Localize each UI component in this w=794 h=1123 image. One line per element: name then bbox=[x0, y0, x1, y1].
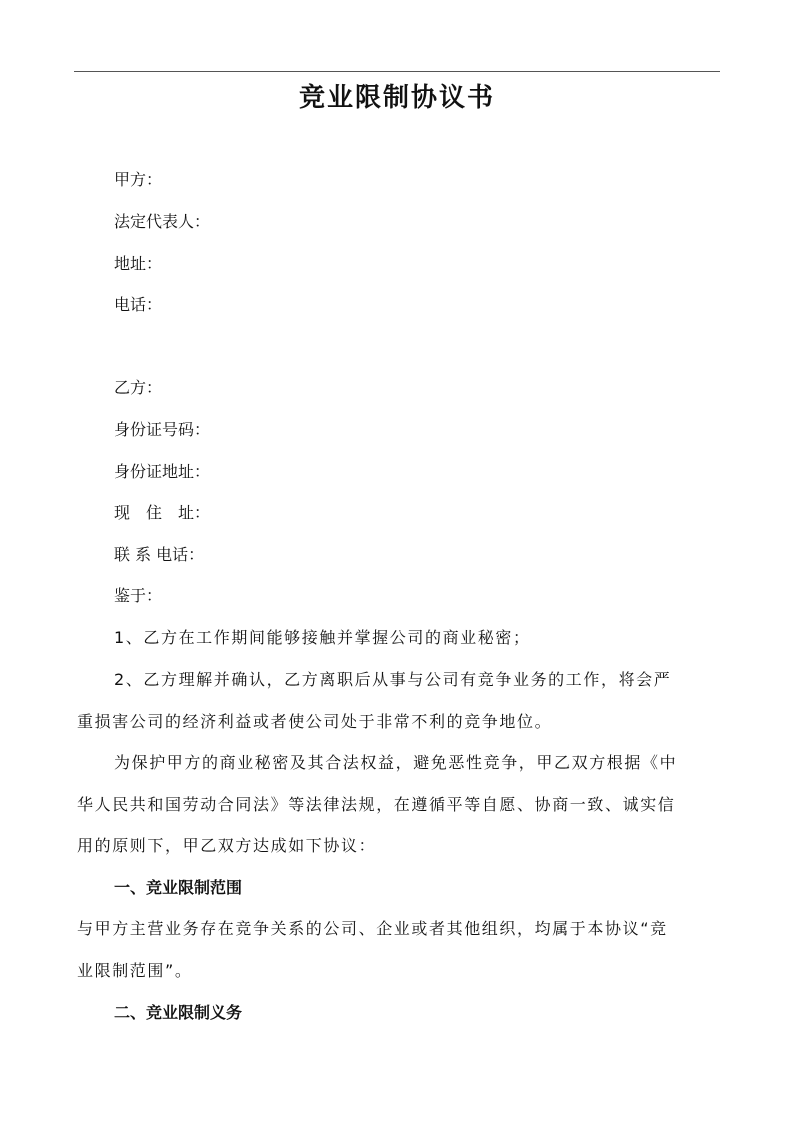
purpose-line-1: 为保护甲方的商业秘密及其合法权益，避免恶性竞争，甲乙双方根据《中 bbox=[114, 753, 678, 772]
party-a-phone-label: 电话： bbox=[114, 295, 163, 314]
header-rule bbox=[74, 71, 720, 72]
purpose-line-2: 华人民共和国劳动合同法》等法律法规，在遵循平等自愿、协商一致、诚实信 bbox=[77, 795, 676, 814]
legal-representative-label: 法定代表人： bbox=[114, 212, 211, 231]
party-a-address-label: 地址： bbox=[114, 254, 163, 273]
section-1-heading: 一、竞业限制范围 bbox=[114, 878, 243, 897]
id-address-label: 身份证地址： bbox=[114, 462, 211, 481]
section-1-line-1: 与甲方主营业务存在竞争关系的公司、企业或者其他组织，均属于本协议“竞 bbox=[77, 919, 668, 938]
whereas-label: 鉴于： bbox=[114, 586, 163, 605]
whereas-clause-1: 1、乙方在工作期间能够接触并掌握公司的商业秘密； bbox=[114, 628, 531, 647]
whereas-clause-2-line-1: 2、乙方理解并确认，乙方离职后从事与公司有竞争业务的工作，将会严 bbox=[114, 670, 672, 689]
section-1-line-2: 业限制范围”。 bbox=[77, 961, 193, 980]
purpose-line-3: 用的原则下，甲乙双方达成如下协议： bbox=[77, 836, 377, 855]
section-2-heading: 二、竞业限制义务 bbox=[114, 1003, 243, 1022]
contact-phone-label: 联 系 电话： bbox=[114, 545, 205, 564]
party-a-label: 甲方： bbox=[114, 170, 163, 189]
current-address-label: 现 住 址： bbox=[114, 503, 211, 522]
id-number-label: 身份证号码： bbox=[114, 420, 211, 439]
party-b-label: 乙方： bbox=[114, 378, 163, 397]
whereas-clause-2-line-2: 重损害公司的经济利益或者使公司处于非常不利的竞争地位。 bbox=[77, 712, 553, 731]
document-title: 竞业限制协议书 bbox=[298, 83, 495, 113]
